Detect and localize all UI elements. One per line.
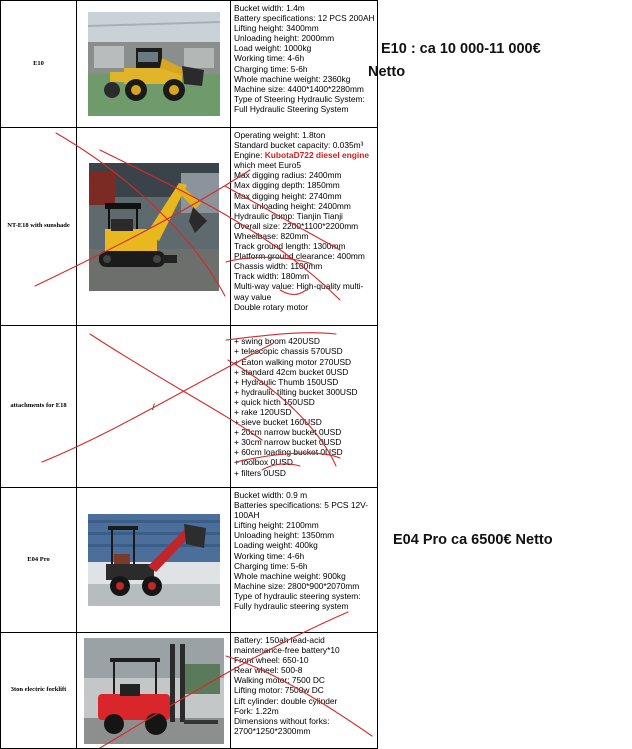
spec-line: + hydraulic tilting bucket 300USD — [234, 386, 358, 397]
model-name: NT-E18 with sunshade — [7, 222, 70, 230]
spec-line: Track ground length: 1300mm — [234, 241, 346, 252]
table-row — [1, 1, 378, 128]
spec-line: Charging time: 5-6h — [234, 63, 308, 74]
spec-line: Standard bucket capacity: 0.035m³ — [234, 140, 364, 151]
photo-placeholder: / — [152, 401, 155, 412]
e10-price-line2: Netto — [368, 64, 406, 80]
model-name-cell — [1, 128, 77, 326]
spec-line: Max digging height: 2740mm — [234, 190, 342, 201]
mini-excavator-photo — [89, 163, 219, 291]
spec-line: Hydraulic pump: Tianjin Tianji — [234, 210, 343, 221]
spec-line: Fork: 1.22m — [234, 705, 279, 716]
spec-line: + standard 42cm bucket 0USD — [234, 366, 349, 377]
spec-cell — [231, 128, 378, 326]
model-name: E10 — [33, 59, 44, 67]
e10-price-line1: E10 : ca 10 000-11 000€ — [381, 41, 541, 57]
spec-line: Machine size: 4400*1400*2280mm — [234, 83, 364, 94]
spec-line: Whole machine weight: 900kg — [234, 570, 346, 581]
spec-cell — [231, 1, 378, 128]
spec-line: Working time: 4-6h — [234, 53, 305, 64]
spec-line: + toolbox 0USD — [234, 457, 293, 468]
spec-line: Platform ground clearance: 400mm — [234, 251, 365, 262]
model-name-cell — [1, 488, 77, 633]
e10-price-note-line2 — [368, 63, 405, 81]
spec-cell — [231, 326, 378, 488]
compact-loader-photo — [88, 514, 220, 606]
spec-line: which meet Euro5 — [234, 160, 302, 171]
spec-line: Rear wheel: 500-8 — [234, 665, 303, 676]
spec-line: Walking motor: 7500 DC — [234, 675, 325, 686]
spec-line: + 20cm narrow bucket 0USD — [234, 427, 342, 438]
model-name: 3ton electric forklift — [10, 686, 67, 694]
spec-line: Max digging depth: 1850mm — [234, 180, 340, 191]
spec-line: Unloading height: 1350mm — [234, 530, 335, 541]
photo-cell — [77, 1, 231, 128]
table-row — [1, 326, 378, 488]
spec-line: Track width: 180mm — [234, 271, 310, 282]
model-name-cell — [1, 326, 77, 488]
spec-line: + rake 120USD — [234, 407, 292, 417]
spec-line: Bucket width: 1.4m — [234, 3, 305, 13]
spec-line: Bucket width: 0.9 m — [234, 490, 308, 500]
model-name: attachments for E18 — [10, 402, 67, 410]
spec-line: + telescopic chassis 570USD — [234, 346, 343, 357]
model-name-cell — [1, 633, 77, 749]
spec-cell — [231, 633, 378, 749]
spec-line: + 30cm narrow bucket 0USD — [234, 437, 342, 448]
model-name-cell — [1, 1, 77, 128]
engine-highlight: KubotaD722 diesel engine — [264, 150, 369, 161]
wheel-loader-photo — [88, 12, 220, 116]
photo-cell — [77, 488, 231, 633]
spec-line: + swing boom 420USD — [234, 336, 320, 347]
spec-line: Batteries specifications: 5 PCS 12V-100AH — [234, 500, 369, 521]
spec-line: Type of Steering Hydraulic System: Full Hydraulic Steering System — [234, 93, 365, 114]
spec-line: Dimensions without forks: 2700*1250*2300mm — [234, 715, 330, 736]
spec-line: Battery specifications: 12 PCS 200AH — [234, 13, 375, 24]
electric-forklift-photo — [84, 638, 224, 744]
photo-cell — [77, 128, 231, 326]
spec-line: Charging time: 5-6h — [234, 560, 308, 571]
spec-line: Lifting height: 2100mm — [234, 520, 319, 531]
spec-line: + sieve bucket 160USD — [234, 417, 322, 428]
spec-line: Unloading height: 2000mm — [234, 33, 335, 44]
spec-line: Max digging radius: 2400mm — [234, 170, 342, 181]
spec-line: Loading weight: 400kg — [234, 540, 318, 551]
e04-price: E04 Pro ca 6500€ Netto — [393, 532, 553, 548]
spec-line-engine — [234, 150, 375, 160]
e10-price-note — [381, 40, 541, 58]
photo-cell — [77, 633, 231, 749]
spec-line: Type of hydraulic steering system: Fully hydraulic steering system — [234, 590, 361, 612]
table-row — [1, 633, 378, 749]
photo-cell — [77, 326, 231, 488]
spec-line: Overall size: 2200*1100*2200mm — [234, 220, 359, 231]
spec-line: Operating weight: 1.8ton — [234, 130, 326, 140]
spec-line: + Hydraulic Thumb 150USD — [234, 376, 339, 387]
spec-line: + Eaton walking motor 270USD — [234, 356, 352, 367]
spec-line: Front wheel: 650-10 — [234, 655, 309, 666]
spec-line: Multi-way value: High-quality multi-way value — [234, 281, 364, 302]
spec-line: + filters 0USD — [234, 467, 286, 478]
spec-line: Double rotary motor — [234, 301, 309, 312]
spec-line: Load weight: 1000kg — [234, 43, 312, 54]
table-row — [1, 488, 378, 633]
spec-line: Lifting height: 3400mm — [234, 23, 319, 34]
spec-line: Wheelbase: 820mm — [234, 230, 309, 241]
spec-line: Machine size: 2800*900*2070mm — [234, 580, 360, 591]
engine-label: Engine: — [234, 150, 265, 161]
spec-cell — [231, 488, 378, 633]
spec-line: Working time: 4-6h — [234, 550, 305, 561]
spec-line: Battery: 150ah lead-acid maintenance-free battery*10 — [234, 635, 340, 656]
spec-line: + quick hicth 150USD — [234, 396, 315, 407]
model-name: E04 Pro — [27, 555, 50, 563]
spec-line: Lifting motor: 7500w DC — [234, 685, 324, 696]
spec-line: + 60cm loading bucket 0USD — [234, 447, 343, 458]
table-row — [1, 128, 378, 326]
spec-line: Lift cylinder: double cylinder — [234, 695, 338, 706]
spec-line: Whole machine weight: 2360kg — [234, 73, 351, 84]
e04-price-note — [393, 531, 553, 549]
spec-line: Chassis width: 1100mm — [234, 261, 323, 272]
spec-line: Max unloading height: 2400mm — [234, 200, 351, 211]
